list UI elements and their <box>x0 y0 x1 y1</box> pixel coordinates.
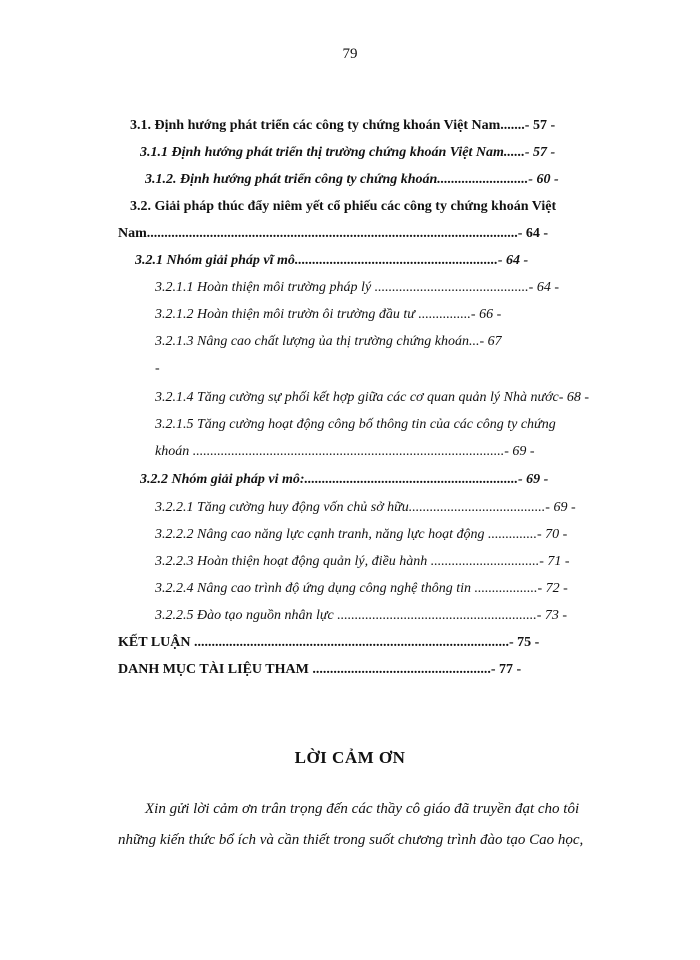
toc-entry-3-2-cont: Nam..........................................................................................................- 64 - <box>118 226 549 241</box>
toc-entry-3-2-1: 3.2.1 Nhóm giải pháp vĩ mô..........................................................- 64 - <box>135 253 529 268</box>
toc-entry-3-2-2-3: 3.2.2.3 Hoàn thiện hoạt động quản lý, điều hành ...............................- 71 - <box>155 554 570 569</box>
toc-entry-3-2-1-5: 3.2.1.5 Tăng cường hoạt động công bố thông tin của các công ty chứng <box>155 417 556 432</box>
section-heading: LỜI CẢM ƠN <box>294 748 406 767</box>
toc-entry-danh-muc: DANH MỤC TÀI LIỆU THAM ...................................................- 77 - <box>118 662 522 677</box>
toc-entry-3-2-1-2: 3.2.1.2 Hoàn thiện môi trườn ôi trường đầu tư ...............- 66 - <box>155 307 502 322</box>
toc-entry-3-2-1-3: 3.2.1.3 Nâng cao chất lượng ủa thị trường chứng khoán...- 67 <box>155 334 502 349</box>
toc-entry-3-2-1-1: 3.2.1.1 Hoàn thiện môi trường pháp lý ............................................- 64 - <box>155 280 559 295</box>
toc-entry-3-1-2: 3.1.2. Định hướng phát triển công ty chứng khoán..........................- 60 - <box>145 172 559 187</box>
paragraph-line-1: Xin gửi lời cảm ơn trân trọng đến các thầy cô giáo đã truyền đạt cho tôi <box>145 801 580 817</box>
toc-entry-3-2-2-2: 3.2.2.2 Nâng cao năng lực cạnh tranh, năng lực hoạt động ..............- 70 - <box>155 527 568 542</box>
toc-entry-3-2-1-5-cont: khoán .........................................................................................- 69 - <box>155 444 535 459</box>
toc-entry-3-2-2-1: 3.2.2.1 Tăng cường huy động vốn chủ sở hữu.......................................- 69 - <box>155 500 576 515</box>
toc-entry-3-2-2: 3.2.2 Nhóm giải pháp vi mô:.............................................................- 69 - <box>140 472 549 487</box>
toc-entry-3-2-1-4: 3.2.1.4 Tăng cường sự phối kết hợp giữa các cơ quan quản lý Nhà nước- 68 - <box>155 390 590 405</box>
toc-entry-3-2-1-3-cont: - <box>155 361 160 376</box>
paragraph-line-2: những kiến thức bổ ích và cần thiết trong suốt chương trình đào tạo Cao học, <box>118 832 584 848</box>
toc-entry-3-2-2-4: 3.2.2.4 Nâng cao trình độ ứng dụng công nghệ thông tin ..................- 72 - <box>155 581 568 596</box>
toc-entry-3-1: 3.1. Định hướng phát triển các công ty chứng khoán Việt Nam.......- 57 - <box>130 118 556 133</box>
page-number: 79 <box>342 46 358 62</box>
toc-entry-3-1-1: 3.1.1 Định hướng phát triển thị trường chứng khoán Việt Nam......- 57 - <box>140 145 556 160</box>
toc-entry-ket-luan: KẾT LUẬN ..........................................................................................- 75 - <box>118 635 540 650</box>
toc-entry-3-2: 3.2. Giải pháp thúc đẩy niêm yết cổ phiếu các công ty chứng khoán Việt <box>130 199 557 214</box>
toc-entry-3-2-2-5: 3.2.2.5 Đào tạo nguồn nhân lực .........................................................- 73 - <box>155 608 568 623</box>
